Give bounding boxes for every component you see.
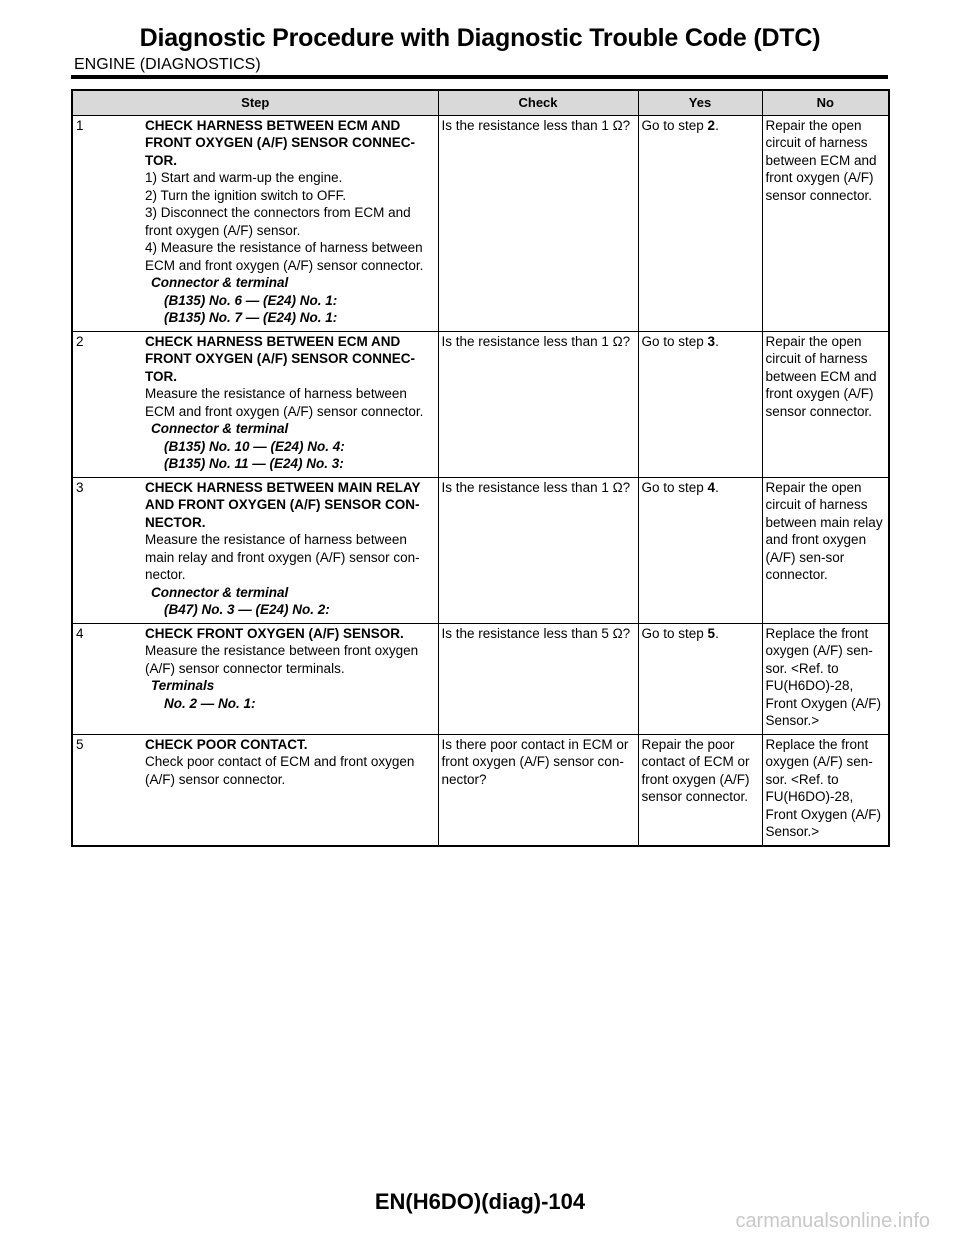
step-heading: CHECK FRONT OXYGEN (A/F) SENSOR. bbox=[145, 625, 404, 641]
step-number: 2 bbox=[76, 333, 84, 349]
step-content bbox=[76, 479, 435, 619]
step-content bbox=[76, 333, 435, 473]
step-instruction: 3) Disconnect the connectors from ECM and front oxygen (A/F) sensor. bbox=[145, 205, 411, 238]
yes-step-ref: 5 bbox=[707, 625, 716, 641]
yes-suffix: . bbox=[715, 117, 719, 133]
step-body bbox=[145, 117, 435, 327]
connector-title: Terminals bbox=[151, 678, 215, 693]
yes-text: Go to step bbox=[641, 117, 708, 133]
yes-suffix: . bbox=[715, 333, 719, 349]
yes-cell bbox=[638, 331, 762, 477]
column-header-step: Step bbox=[72, 90, 438, 115]
step-content bbox=[76, 625, 435, 713]
diagnostic-procedure-table bbox=[71, 89, 890, 847]
connector-terminal: (B47) No. 3 — (E24) No. 2: bbox=[164, 602, 330, 617]
check-cell: Is the resistance less than 1 Ω? bbox=[438, 115, 638, 331]
header-rule bbox=[71, 75, 888, 79]
step-body bbox=[145, 333, 435, 473]
check-cell: Is there poor contact in ECM or front oxygen (A/F) sensor con-nector? bbox=[438, 734, 638, 846]
yes-cell bbox=[638, 623, 762, 734]
step-cell bbox=[72, 477, 438, 623]
step-instruction: 2) Turn the ignition switch to OFF. bbox=[145, 187, 347, 203]
connector-title: Connector & terminal bbox=[151, 584, 289, 600]
connector-terminal: (B135) No. 10 — (E24) No. 4: bbox=[164, 438, 345, 454]
yes-suffix: . bbox=[715, 625, 719, 641]
step-number: 3 bbox=[76, 479, 84, 495]
check-cell: Is the resistance less than 1 Ω? bbox=[438, 477, 638, 623]
table-row bbox=[72, 331, 889, 477]
watermark: carmanualsonline.info bbox=[735, 1210, 930, 1232]
yes-suffix: . bbox=[715, 479, 719, 495]
no-cell: Replace the front oxygen (A/F) sen-sor. <Ref. to FU(H6DO)-28, Front Oxygen (A/F) Sensor.> bbox=[762, 734, 889, 846]
step-instruction: Measure the resistance of harness between ECM and front oxygen (A/F) sensor connector. bbox=[145, 386, 424, 419]
connector-title: Connector & terminal bbox=[151, 275, 289, 290]
page-number: EN(H6DO)(diag)-104 bbox=[374, 1189, 586, 1214]
yes-step-ref: 4 bbox=[707, 479, 716, 495]
step-body bbox=[145, 736, 435, 789]
connector-terminal: No. 2 — No. 1: bbox=[164, 695, 256, 711]
yes-text: Go to step bbox=[641, 333, 708, 349]
check-cell: Is the resistance less than 5 Ω? bbox=[438, 623, 638, 734]
connector-terminal: (B135) No. 7 — (E24) No. 1: bbox=[164, 310, 338, 325]
connector-title: Connector & terminal bbox=[151, 421, 289, 436]
yes-text: Go to step bbox=[641, 625, 708, 641]
step-heading: CHECK HARNESS BETWEEN ECM AND FRONT OXYGEN (A/F) SENSOR CONNEC-TOR. bbox=[145, 333, 416, 384]
yes-cell bbox=[638, 115, 762, 331]
column-header-yes: Yes bbox=[638, 90, 762, 115]
connector-terminal: (B135) No. 6 — (E24) No. 1: bbox=[164, 292, 338, 308]
yes-text: Go to step bbox=[641, 479, 708, 495]
yes-cell bbox=[638, 477, 762, 623]
step-cell bbox=[72, 331, 438, 477]
step-content bbox=[76, 117, 435, 327]
column-header-check: Check bbox=[438, 90, 638, 115]
step-number: 4 bbox=[76, 625, 84, 641]
step-instruction: Check poor contact of ECM and front oxygen (A/F) sensor connector. bbox=[145, 754, 415, 787]
check-cell: Is the resistance less than 1 Ω? bbox=[438, 331, 638, 477]
step-cell bbox=[72, 623, 438, 734]
step-heading: CHECK HARNESS BETWEEN MAIN RELAY AND FRONT OXYGEN (A/F) SENSOR CON-NECTOR. bbox=[145, 479, 421, 530]
yes-cell bbox=[638, 734, 762, 846]
step-instruction: 1) Start and warm-up the engine. bbox=[145, 170, 343, 185]
table-header-row bbox=[72, 90, 889, 115]
step-heading: CHECK POOR CONTACT. bbox=[145, 736, 308, 752]
step-number: 1 bbox=[76, 117, 84, 133]
step-body bbox=[145, 479, 435, 619]
table-row bbox=[72, 734, 889, 846]
table-row bbox=[72, 477, 889, 623]
table-row bbox=[72, 623, 889, 734]
step-content bbox=[76, 736, 435, 789]
step-instruction: Measure the resistance of harness between main relay and front oxygen (A/F) sensor con-nector. bbox=[145, 532, 420, 582]
yes-step-ref: 2 bbox=[707, 117, 716, 133]
step-body bbox=[145, 625, 435, 713]
step-number: 5 bbox=[76, 736, 84, 752]
column-header-no: No bbox=[762, 90, 889, 115]
yes-text: Repair the poor contact of ECM or front oxygen (A/F) sensor connector. bbox=[641, 736, 750, 804]
step-cell bbox=[72, 734, 438, 846]
page-title: Diagnostic Procedure with Diagnostic Trouble Code (DTC) bbox=[139, 24, 821, 52]
step-instruction: 4) Measure the resistance of harness between ECM and front oxygen (A/F) sensor connector. bbox=[145, 240, 424, 273]
no-cell: Repair the open circuit of harness between ECM and front oxygen (A/F) sensor connector. bbox=[762, 331, 889, 477]
step-cell bbox=[72, 115, 438, 331]
no-cell: Repair the open circuit of harness between ECM and front oxygen (A/F) sensor connector. bbox=[762, 115, 889, 331]
table-row bbox=[72, 115, 889, 331]
section-label: ENGINE (DIAGNOSTICS) bbox=[74, 56, 261, 73]
no-cell: Repair the open circuit of harness between main relay and front oxygen (A/F) sen-sor connector. bbox=[762, 477, 889, 623]
step-heading: CHECK HARNESS BETWEEN ECM AND FRONT OXYGEN (A/F) SENSOR CONNEC-TOR. bbox=[145, 117, 416, 168]
yes-step-ref: 3 bbox=[707, 333, 716, 349]
step-instruction: Measure the resistance between front oxygen (A/F) sensor connector terminals. bbox=[145, 643, 419, 676]
no-cell: Replace the front oxygen (A/F) sen-sor. <Ref. to FU(H6DO)-28, Front Oxygen (A/F) Sensor.> bbox=[762, 623, 889, 734]
connector-terminal: (B135) No. 11 — (E24) No. 3: bbox=[164, 456, 344, 471]
